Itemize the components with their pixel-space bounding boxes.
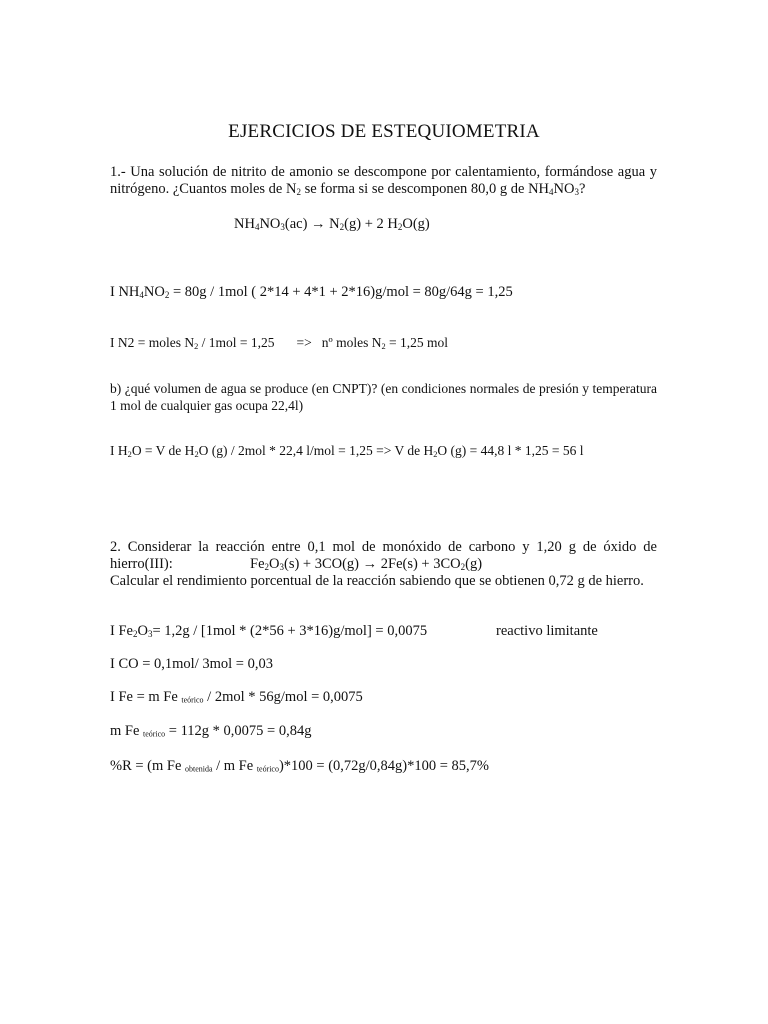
problem-2-calc-mass-theoretical: m Fe $_{teórico}$ = 112g * 0,0075 = 0,84g [110, 723, 312, 739]
problem-2-calc-fe: I Fe = m Fe $_{teórico}$ / 2mol * 56g/mol = 0,0075 [110, 689, 363, 705]
problem-1-calc-nh4no3: I $NH_4NO_2 = 80g / 1mol$ ( 2*14 + 4*1 + 2*16)g/mol = 80g/64g = 1,25 [110, 284, 513, 301]
problem-2-calc-fe2o3: I $Fe_2O_3= 1,2g / [1mol * (2*56 + 3*16)g/mol] = 0,0075$ [110, 623, 428, 640]
problem-1-part-b: b) ¿qué volumen de agua se produce (en CNPT)? (en condiciones normales de presión y temperatura 1 mol de cualquier gas ocupa 22,4l) [110, 381, 657, 413]
problem-2-calc-co: I CO = 0,1mol/ 3mol = 0,03 [110, 656, 273, 672]
page-title: EJERCICIOS DE ESTEQUIOMETRIA [228, 121, 540, 142]
problem-2-calc-yield: %R = (m Fe $_{obtenida}$ / m Fe $_{teórico}$)*100 = (0,72g/0,84g)*100 = 85,7% [110, 758, 490, 774]
problem-2-reaction: $Fe_2O_3(s) + 3CO(g) \to 2Fe(s) + 3CO_2(g)$ [250, 556, 483, 573]
problem-1-calc-n2: I N2 = moles $N_2 / 1mol = 1,25$ => nº moles $N_2 = 1,25$ mol [110, 335, 449, 352]
problem-1-statement: 1.- Una solución de nitrito de amonio se descompone por calentamiento, formándose agua y nitrógeno. ¿Cuantos moles de $N_2$ se forma si se descomponen 80,0 g de $NH_4NO_3$? [110, 164, 657, 198]
problem-1-calc-h2o: I $H_2O = V$ de $H_2O$ (g) / 2mol * 22,4 l/mol = 1,25 => V de $H_2O$ (g) = 44,8 l * 1,25 = 56 l [110, 443, 584, 460]
problem-2-statement: 2. Considerar la reacción entre 0,1 mol de monóxido de carbono y 1,20 g de óxido de hierro(III): [110, 539, 657, 572]
problem-2-question: Calcular el rendimiento porcentual de la reacción sabiendo que se obtienen 0,72 g de hierro. [110, 573, 644, 589]
problem-1-reaction: $NH_4NO_3(ac) \to N_2(g) + 2$ $H_2O(g)$ [234, 216, 430, 233]
limiting-reagent-note: reactivo limitante [496, 623, 598, 639]
